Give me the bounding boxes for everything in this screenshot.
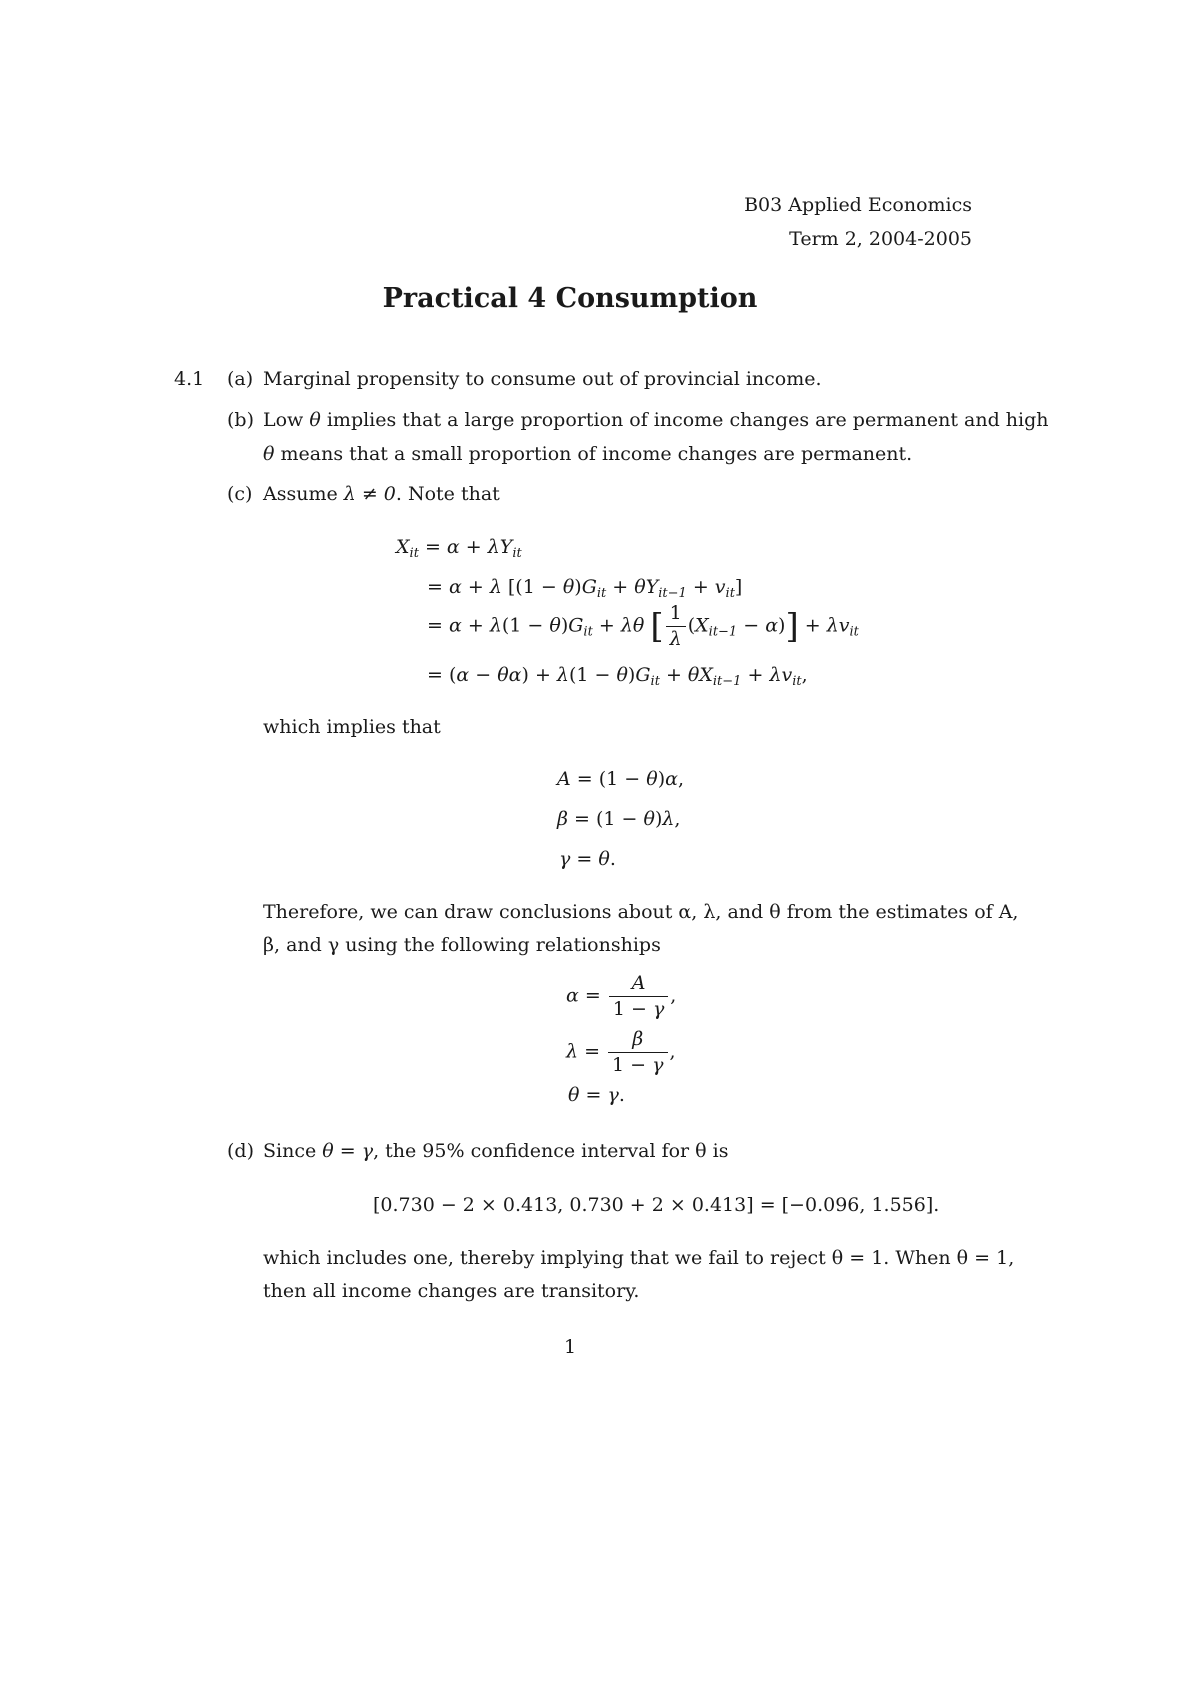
relationship-theta: θ = γ. xyxy=(568,1084,625,1106)
conclusion-line-2: then all income changes are transitory. xyxy=(263,1280,640,1302)
confidence-interval: [0.730 − 2 × 0.413, 0.730 + 2 × 0.413] = [−0.096, 1.556]. xyxy=(373,1194,940,1216)
equation-line-4: = $(\alpha - \theta\alpha) + \lambda(1 - \theta)G_{it} + \theta X_{it-1} + \lambda v_{it}$, xyxy=(427,664,808,689)
therefore-line-1: Therefore, we can draw conclusions about α, λ, and θ from the estimates of A, xyxy=(263,901,1019,923)
part-d-text: Since θ = γ, the 95% confidence interval for θ is xyxy=(263,1140,729,1162)
part-d-label: (d) xyxy=(227,1140,254,1162)
course-name: B03 Applied Economics xyxy=(744,194,972,216)
term-label: Term 2, 2004-2005 xyxy=(789,228,972,250)
page-title: Practical 4 Consumption xyxy=(382,283,758,314)
part-b-line2: θ means that a small proportion of income changes are permanent. xyxy=(263,443,913,465)
equation-A: A = (1 − θ)α, xyxy=(557,768,684,790)
page-number: 1 xyxy=(563,1336,577,1358)
question-number: 4.1 xyxy=(174,368,205,390)
equation-line-2: = α + λ $[(1 - \theta)G_{it} + \theta Y_{it-1} + v_{it}]$ xyxy=(427,576,743,601)
conclusion-line-1: which includes one, thereby implying that we fail to reject θ = 1. When θ = 1, xyxy=(263,1247,1015,1269)
part-b-line1: Low θ implies that a large proportion of income changes are permanent and high xyxy=(263,409,1049,431)
part-b-label: (b) xyxy=(227,409,254,431)
equation-line-1: $X_{it} = \alpha + \lambda Y_{it}$ xyxy=(396,536,522,561)
part-a-label: (a) xyxy=(227,368,254,390)
equation-beta: β = (1 − θ)λ, xyxy=(557,808,681,830)
equation-gamma: γ = θ. xyxy=(559,848,616,870)
therefore-line-2: β, and γ using the following relationships xyxy=(263,934,661,956)
part-c-label: (c) xyxy=(227,483,253,505)
equation-line-3: = $\alpha + \lambda(1 - \theta)G_{it} + \lambda\theta$ [ $\frac{1}{\lambda}$ $(X_{it-1} - \alpha)] + \lambda v_{it}$ xyxy=(427,602,859,650)
implies-text: which implies that xyxy=(263,716,441,738)
relationship-alpha: α = $\frac{A}{1 - \gamma}$ , xyxy=(566,972,677,1020)
relationship-lambda: λ = $\frac{\beta}{1 - \gamma}$ , xyxy=(566,1028,676,1076)
part-c-intro: Assume λ ≠ 0. Note that xyxy=(263,483,500,505)
part-a-text: Marginal propensity to consume out of provincial income. xyxy=(263,368,822,390)
